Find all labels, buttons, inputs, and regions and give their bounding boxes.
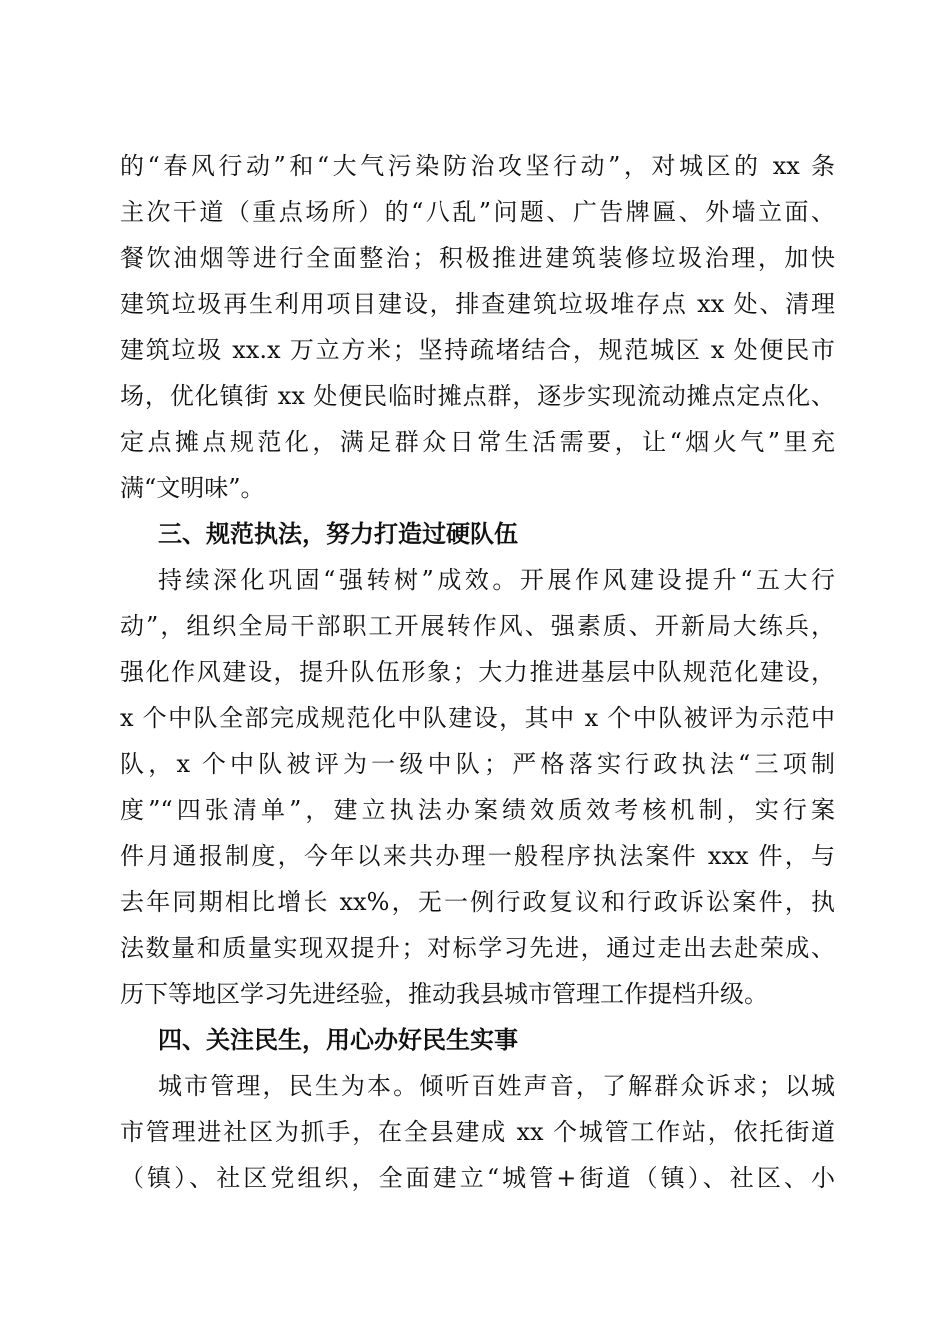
text-line: 定点摊点规范化，满足群众日常生活需要，让“烟火气”里充 — [120, 428, 835, 456]
text-line: 持续深化巩固“强转树”成效。开展作风建设提升“五大行 — [158, 566, 835, 594]
paragraph-livelihood — [120, 1063, 835, 1201]
text-line: 建筑垃圾再生利用项目建设，排查建筑垃圾堆存点 xx 处、清理 — [120, 290, 835, 318]
text-line: 队，x 个中队被评为一级中队；严格落实行政执法“三项制 — [120, 750, 835, 778]
text-line: 历下等地区学习先进经验，推动我县城市管理工作提档升级。 — [120, 980, 768, 1008]
text-line: 度”“四张清单”，建立执法办案绩效质效考核机制，实行案 — [120, 796, 835, 824]
text-line: 法数量和质量实现双提升；对标学习先进，通过走出去赴荣成、 — [120, 934, 835, 962]
text-line: 城市管理，民生为本。倾听百姓声音，了解群众诉求；以城 — [158, 1072, 835, 1100]
text-line: 强化作风建设，提升队伍形象；大力推进基层中队规范化建设， — [120, 658, 835, 686]
section-heading-standardized-enforcement: 三、规范执法，努力打造过硬队伍 — [158, 520, 518, 548]
text-line: 满“文明味”。 — [120, 474, 265, 502]
text-line: 市管理进社区为抓手，在全县建成 xx 个城管工作站，依托街道 — [120, 1118, 835, 1146]
text-line: 场，优化镇街 xx 处便民临时摊点群，逐步实现流动摊点定点化、 — [120, 382, 835, 410]
paragraph-standardized-enforcement — [120, 557, 835, 1017]
text-line: 餐饮油烟等进行全面整治；积极推进建筑装修垃圾治理，加快 — [120, 244, 835, 272]
section-heading-livelihood: 四、关注民生，用心办好民生实事 — [158, 1026, 518, 1054]
text-line: 主次干道（重点场所）的“八乱”问题、广告牌匾、外墙立面、 — [120, 198, 835, 226]
text-line: x 个中队全部完成规范化中队建设，其中 x 个中队被评为示范中 — [120, 704, 835, 732]
text-line: 件月通报制度，今年以来共办理一般程序执法案件 xxx 件，与 — [120, 842, 835, 870]
text-line: 的“春风行动”和“大气污染防治攻坚行动”，对城区的 xx 条 — [120, 152, 835, 180]
text-line: 建筑垃圾 xx.x 万立方米；坚持疏堵结合，规范城区 x 处便民市 — [120, 336, 835, 364]
text-line: （镇）、社区党组织，全面建立“城管+街道（镇）、社区、小 — [120, 1164, 835, 1192]
text-line: 去年同期相比增长 xx%，无一例行政复议和行政诉讼案件，执 — [120, 888, 835, 916]
document-body — [120, 143, 835, 1201]
paragraph-city-rectification — [120, 143, 835, 511]
text-line: 动”，组织全局干部职工开展转作风、强素质、开新局大练兵， — [120, 612, 835, 640]
